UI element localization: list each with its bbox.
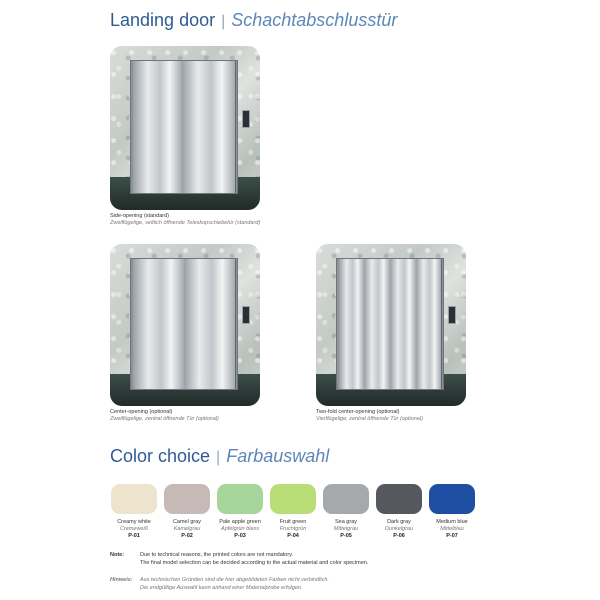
call-button-panel-icon: [242, 306, 250, 324]
swatch-code: P-02: [181, 532, 193, 539]
hinweis-label: Hinweis:: [110, 577, 133, 583]
swatch-code: P-01: [128, 532, 140, 539]
door-panel: [182, 61, 236, 193]
swatch-code: P-03: [234, 532, 246, 539]
color-swatch-label: [210, 519, 270, 539]
color-swatch: [429, 484, 475, 514]
door-caption-two-fold-center-opening: Two-fold center-opening (optional) Vierflügelige, zentral öffnende Tür (optional): [316, 409, 423, 422]
door-frame: [130, 60, 238, 194]
swatch-en: Fruit green: [279, 519, 307, 525]
color-swatch-label: [263, 519, 323, 539]
swatch-de: Kamelgrau: [173, 525, 201, 532]
color-swatch-label: [104, 519, 164, 539]
call-button-panel-icon: [448, 306, 456, 324]
door-panel: [133, 61, 183, 193]
swatch-code: P-04: [287, 532, 299, 539]
note-line-2: The final model selection can be decided according to the actual material and color specimen.: [140, 559, 369, 566]
landing-door-title-en: Landing door: [110, 10, 216, 30]
door-caption-side-opening: Side-opening (standard) Zweiflügelige, seitlich öffnende Teleskopschiebetür (standard): [110, 213, 261, 226]
swatch-en: Medium blue: [436, 519, 468, 525]
hinweis-line-2: Die endgültige Auswahl kann anhand einer Materialprobe erfolgen.: [140, 584, 303, 591]
color-swatch: [323, 484, 369, 514]
note-label: Note:: [110, 552, 125, 558]
color-choice-title: [110, 446, 329, 467]
color-swatch: [270, 484, 316, 514]
door-panel: [133, 259, 185, 389]
note-line-1: Due to technical reasons, the printed colors are not mandatory.: [140, 552, 294, 558]
swatch-en: Camel gray: [172, 519, 202, 525]
title-separator: |: [216, 449, 221, 466]
door-panel: [390, 259, 417, 389]
hinweis-line-1: Aus technischen Gründen sind die hier abgebildeten Farben nicht verbindlich.: [140, 577, 329, 583]
hinweis-note: [110, 577, 510, 593]
color-swatch-label: [422, 519, 482, 539]
door-photo-side-opening: [110, 46, 260, 210]
landing-door-title: [110, 10, 397, 31]
swatch-de: Mittelblau: [440, 525, 464, 532]
door-frame: [336, 258, 444, 390]
door-photo-two-fold-center-opening: [316, 244, 466, 406]
color-swatch-label: [157, 519, 217, 539]
swatch-de: Cremeweiß: [119, 525, 149, 532]
call-button-panel-icon: [242, 110, 250, 128]
landing-door-title-de: Schachtabschlusstür: [231, 10, 398, 30]
swatch-en: Pale apple green: [219, 519, 261, 525]
title-separator: |: [221, 13, 226, 30]
swatch-en: Creamy white: [117, 519, 151, 525]
swatch-de: Dunkelgrau: [384, 525, 414, 532]
door-photo-center-opening: [110, 244, 260, 406]
color-swatch-label: [316, 519, 376, 539]
door-frame: [130, 258, 238, 390]
color-swatch: [217, 484, 263, 514]
swatch-de: Apfelgrün blass: [221, 525, 259, 532]
swatch-de: Mittelgrau: [333, 525, 359, 532]
door-panel: [339, 259, 365, 389]
swatch-de: Fruchtgrün: [279, 525, 307, 532]
door-panel: [184, 259, 236, 389]
swatch-code: P-05: [340, 532, 352, 539]
color-choice-title-en: Color choice: [110, 446, 211, 466]
swatch-code: P-07: [446, 532, 458, 539]
color-swatch: [376, 484, 422, 514]
door-panel: [364, 259, 391, 389]
color-swatch-label: [369, 519, 429, 539]
color-swatch: [111, 484, 157, 514]
color-swatch: [164, 484, 210, 514]
swatch-en: Dark gray: [387, 519, 411, 525]
door-panel: [416, 259, 442, 389]
swatch-code: P-06: [393, 532, 405, 539]
door-caption-center-opening: Center-opening (optional) Zweiflügelige, zentral öffnende Tür (optional): [110, 409, 219, 422]
swatch-en: Sea gray: [334, 519, 357, 525]
note: [110, 552, 510, 568]
color-choice-title-de: Farbauswahl: [226, 446, 330, 466]
